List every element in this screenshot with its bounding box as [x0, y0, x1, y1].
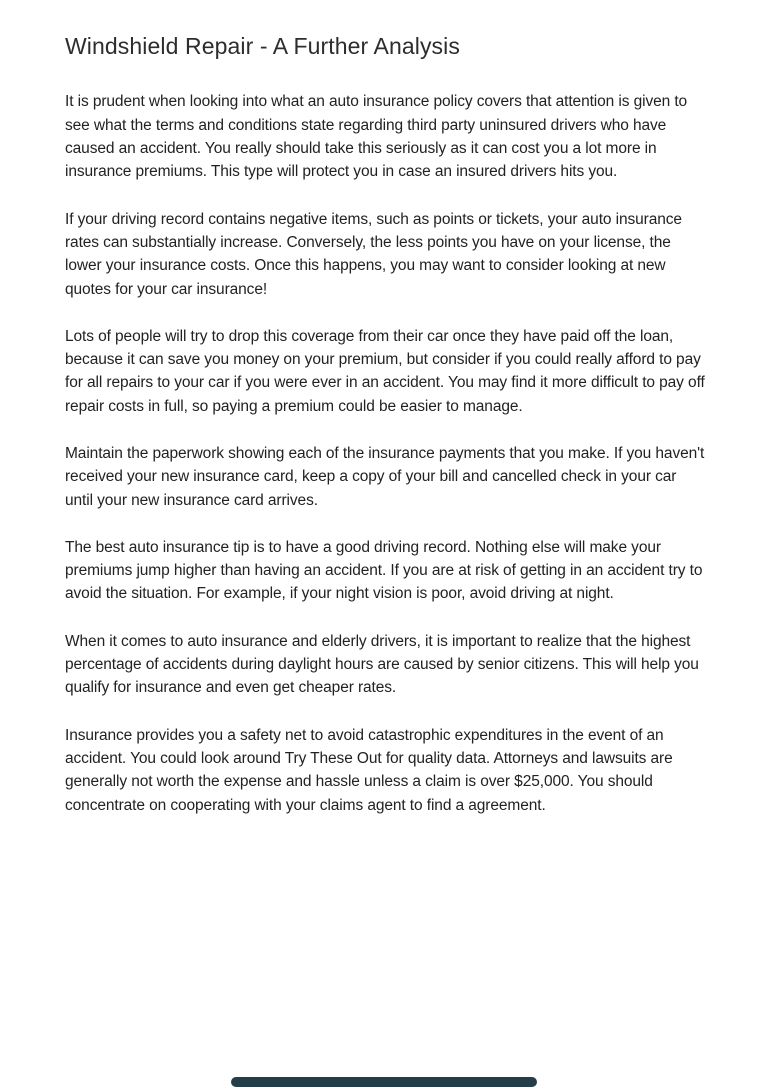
paragraph-good-driving-record: The best auto insurance tip is to have a good driving record. Nothing else will make your premiums jump higher than having an accident. If you are at risk of getting in an accident try to avoid the situation. For example, if your night vision is poor, avoid driving at night.: [65, 538, 703, 603]
paragraph-driving-record: If your driving record contains negative items, such as points or tickets, your auto insurance rates can substantially increase. Conversely, the less points you have on your license, the lower your insurance costs. Once this happens, you may want to consider looking at new quotes for your car insurance!: [65, 210, 682, 298]
bottom-progress-indicator-bar[interactable]: [231, 1077, 537, 1087]
page-title: Windshield Repair - A Further Analysis: [65, 33, 460, 59]
paragraph-paperwork: Maintain the paperwork showing each of the insurance payments that you make. If you haven't received your new insurance card, keep a copy of your bill and cancelled check in your car until your new insurance card arrives.: [65, 445, 705, 509]
paragraph-safety-net: Insurance provides you a safety net to avoid catastrophic expenditures in the event of an accident. You could look around Try These Out for quality data. Attorneys and lawsuits are generally not worth the expense and hassle unless a claim is over $25,000. You should concentrate on cooperating with your claims agent to find a agreement.: [65, 726, 673, 814]
paragraph-drop-coverage: Lots of people will try to drop this coverage from their car once they have paid off the loan, because it can save you money on your premium, but consider if you could really afford to pay for all repairs to your car if you were ever in an accident. You may find it more difficult to pay off repair costs in full, so paying a premium could be easier to manage.: [65, 327, 705, 415]
paragraph-uninsured-drivers: It is prudent when looking into what an auto insurance policy covers that attention is given to see what the terms and conditions state regarding third party uninsured drivers who have caused an accident. You really should take this seriously as it can cost you a lot more in insurance premiums. This type will protect you in case an insured drivers hits you.: [65, 93, 688, 181]
paragraph-elderly-drivers: When it comes to auto insurance and elderly drivers, it is important to realize that the highest percentage of accidents during daylight hours are caused by senior citizens. This will help you qualify for insurance and even get cheaper rates.: [65, 632, 699, 697]
